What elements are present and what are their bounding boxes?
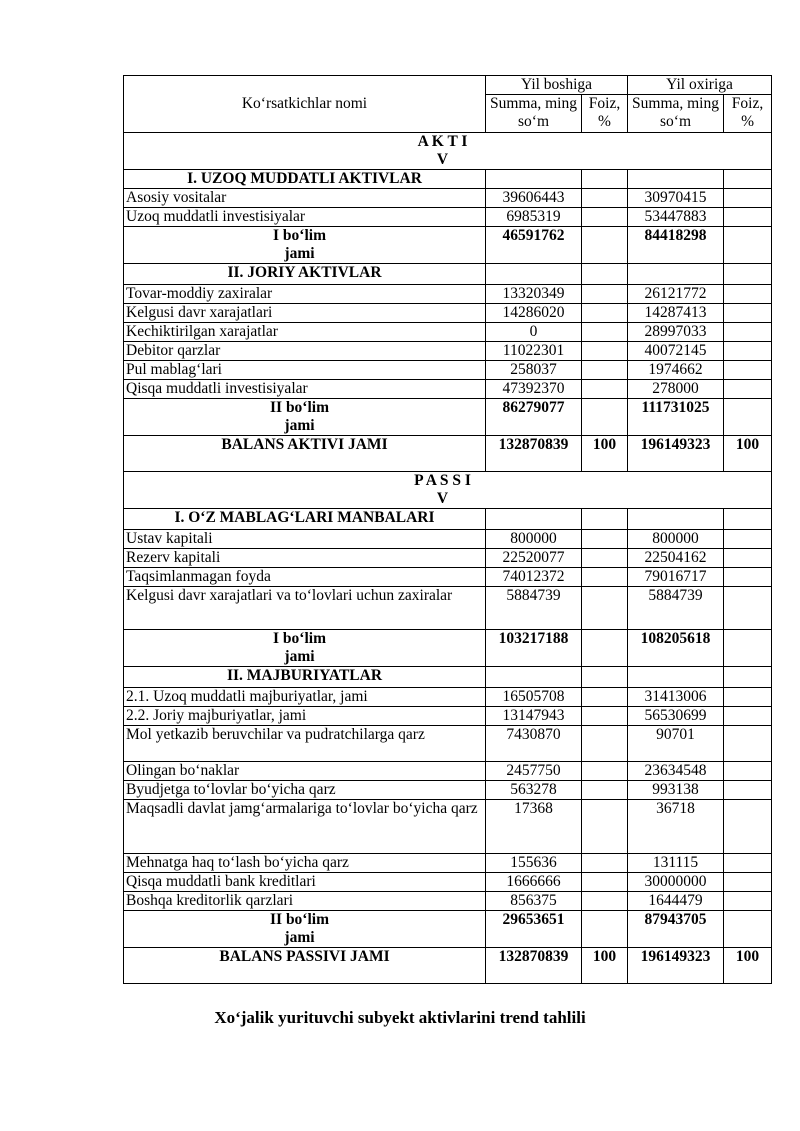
section-row [124,667,772,688]
sum-start-cell: 155636 [486,854,582,873]
item-row [124,189,772,208]
total-label: BALANS PASSIVI JAMI [124,948,486,984]
empty-cell [628,509,724,530]
pct-start-cell [582,323,628,342]
empty-cell [724,509,772,530]
sum-start-cell: 39606443 [486,189,582,208]
item-label: Taqsimlanmagan foyda [124,568,486,587]
item-label: Maqsadli davlat jamg‘armalariga to‘lovlar bo‘yicha qarz [124,800,486,854]
total-row [124,436,772,472]
empty-cell [486,264,582,285]
item-row [124,361,772,380]
item-label: Ustav kapitali [124,530,486,549]
header-pct-start: Foiz, % [582,95,628,133]
total-label: I bo‘lim jami [124,227,486,264]
sum-start-cell: 29653651 [486,911,582,948]
sum-start-cell: 563278 [486,781,582,800]
empty-cell [486,170,582,189]
empty-cell [582,264,628,285]
pct-end-cell [724,854,772,873]
pct-start-cell [582,549,628,568]
pct-start-cell [582,781,628,800]
sum-start-cell: 17368 [486,800,582,854]
item-label: Kechiktirilgan xarajatlar [124,323,486,342]
item-row [124,873,772,892]
pct-start-cell [582,208,628,227]
sum-end-cell: 14287413 [628,304,724,323]
item-row [124,800,772,854]
pct-start-cell: 100 [582,948,628,984]
item-row [124,380,772,399]
pct-end-cell [724,800,772,854]
pct-end-cell [724,342,772,361]
sum-start-cell: 22520077 [486,549,582,568]
sum-end-cell: 26121772 [628,285,724,304]
pct-end-cell [724,911,772,948]
total-label: I bo‘lim jami [124,630,486,667]
item-row [124,892,772,911]
sum-end-cell: 36718 [628,800,724,854]
pct-start-cell [582,189,628,208]
empty-cell [724,170,772,189]
pct-start-cell [582,762,628,781]
sum-end-cell: 84418298 [628,227,724,264]
pct-start-cell [582,707,628,726]
pct-start-cell [582,304,628,323]
sum-start-cell: 800000 [486,530,582,549]
sum-end-cell: 278000 [628,380,724,399]
empty-cell [628,170,724,189]
empty-cell [628,264,724,285]
section-title: A K T I V [124,133,772,170]
sum-start-cell: 74012372 [486,568,582,587]
sum-end-cell: 22504162 [628,549,724,568]
sum-start-cell: 6985319 [486,208,582,227]
empty-cell [582,667,628,688]
sum-end-cell: 90701 [628,726,724,762]
sum-start-cell: 5884739 [486,587,582,630]
sum-end-cell: 28997033 [628,323,724,342]
header-indicator-name: Ko‘rsatkichlar nomi [124,76,486,133]
pct-end-cell [724,568,772,587]
sum-end-cell: 40072145 [628,342,724,361]
item-row [124,549,772,568]
section-title: P A S S I V [124,472,772,509]
sum-end-cell: 23634548 [628,762,724,781]
pct-start-cell [582,726,628,762]
sum-start-cell: 2457750 [486,762,582,781]
section-heading: II. JORIY AKTIVLAR [124,264,486,285]
pct-end-cell [724,323,772,342]
sum-end-cell: 800000 [628,530,724,549]
pct-end-cell: 100 [724,948,772,984]
empty-cell [724,264,772,285]
pct-end-cell [724,530,772,549]
empty-cell [486,667,582,688]
pct-start-cell [582,630,628,667]
pct-start-cell [582,911,628,948]
sum-start-cell: 14286020 [486,304,582,323]
sum-start-cell: 16505708 [486,688,582,707]
pct-end-cell [724,227,772,264]
pct-end-cell [724,762,772,781]
sum-start-cell: 46591762 [486,227,582,264]
pct-start-cell [582,587,628,630]
sum-start-cell: 132870839 [486,948,582,984]
item-row [124,342,772,361]
section-row [124,170,772,189]
sum-start-cell: 13147943 [486,707,582,726]
total-row [124,227,772,264]
balance-table [123,75,772,984]
title-row [124,472,772,509]
item-label: Rezerv kapitali [124,549,486,568]
item-row [124,707,772,726]
sum-end-cell: 196149323 [628,436,724,472]
item-row [124,530,772,549]
empty-cell [628,667,724,688]
pct-start-cell [582,380,628,399]
sum-end-cell: 30000000 [628,873,724,892]
pct-end-cell: 100 [724,436,772,472]
sum-start-cell: 11022301 [486,342,582,361]
sum-start-cell: 7430870 [486,726,582,762]
pct-start-cell [582,530,628,549]
sum-end-cell: 31413006 [628,688,724,707]
pct-start-cell [582,361,628,380]
sum-start-cell: 47392370 [486,380,582,399]
pct-start-cell [582,892,628,911]
pct-end-cell [724,361,772,380]
header-sum-start: Summa, ming so‘m [486,95,582,133]
item-row [124,587,772,630]
pct-start-cell [582,285,628,304]
sum-end-cell: 5884739 [628,587,724,630]
sum-end-cell: 108205618 [628,630,724,667]
item-row [124,726,772,762]
item-label: 2.2. Joriy majburiyatlar, jami [124,707,486,726]
header-period-end: Yil oxiriga [628,76,772,95]
item-row [124,781,772,800]
title-row [124,133,772,170]
sum-start-cell: 856375 [486,892,582,911]
sum-end-cell: 993138 [628,781,724,800]
item-label: Tovar-moddiy zaxiralar [124,285,486,304]
sum-start-cell: 103217188 [486,630,582,667]
item-row [124,304,772,323]
item-label: Byudjetga to‘lovlar bo‘yicha qarz [124,781,486,800]
sum-end-cell: 1644479 [628,892,724,911]
item-label: Qisqa muddatli investisiyalar [124,380,486,399]
sum-start-cell: 86279077 [486,399,582,436]
pct-end-cell [724,380,772,399]
sum-end-cell: 30970415 [628,189,724,208]
sum-end-cell: 87943705 [628,911,724,948]
total-label: BALANS AKTIVI JAMI [124,436,486,472]
sum-start-cell: 132870839 [486,436,582,472]
empty-cell [582,170,628,189]
pct-start-cell [582,227,628,264]
item-label: 2.1. Uzoq muddatli majburiyatlar, jami [124,688,486,707]
sum-end-cell: 1974662 [628,361,724,380]
item-row [124,285,772,304]
sum-start-cell: 13320349 [486,285,582,304]
item-label: Asosiy vositalar [124,189,486,208]
pct-end-cell [724,726,772,762]
total-label: II bo‘lim jami [124,399,486,436]
item-row [124,323,772,342]
pct-start-cell [582,873,628,892]
section-heading: I. UZOQ MUDDATLI AKTIVLAR [124,170,486,189]
pct-start-cell [582,688,628,707]
header-pct-end: Foiz, % [724,95,772,133]
pct-end-cell [724,892,772,911]
sum-end-cell: 79016717 [628,568,724,587]
pct-end-cell [724,781,772,800]
item-label: Kelgusi davr xarajatlari [124,304,486,323]
item-label: Pul mablag‘lari [124,361,486,380]
item-row [124,568,772,587]
sum-end-cell: 196149323 [628,948,724,984]
sum-start-cell: 258037 [486,361,582,380]
pct-end-cell [724,399,772,436]
total-row [124,911,772,948]
item-label: Boshqa kreditorlik qarzlari [124,892,486,911]
sum-end-cell: 131115 [628,854,724,873]
header-period-start: Yil boshiga [486,76,628,95]
item-label: Uzoq muddatli investisiyalar [124,208,486,227]
pct-start-cell [582,854,628,873]
sum-start-cell: 1666666 [486,873,582,892]
pct-end-cell [724,707,772,726]
sum-end-cell: 111731025 [628,399,724,436]
pct-end-cell [724,688,772,707]
item-row [124,208,772,227]
item-label: Mol yetkazib beruvchilar va pudratchilarga qarz [124,726,486,762]
header-sum-end: Summa, ming so‘m [628,95,724,133]
pct-end-cell [724,304,772,323]
total-label: II bo‘lim jami [124,911,486,948]
item-row [124,762,772,781]
item-row [124,688,772,707]
section-row [124,509,772,530]
item-row [124,854,772,873]
pct-end-cell [724,208,772,227]
pct-start-cell [582,342,628,361]
item-label: Debitor qarzlar [124,342,486,361]
total-row [124,399,772,436]
pct-start-cell [582,568,628,587]
section-heading: I. O‘Z MABLAG‘LARI MANBALARI [124,509,486,530]
item-label: Kelgusi davr xarajatlari va to‘lovlari uchun zaxiralar [124,587,486,630]
pct-end-cell [724,189,772,208]
empty-cell [486,509,582,530]
item-label: Qisqa muddatli bank kreditlari [124,873,486,892]
pct-start-cell [582,399,628,436]
sum-end-cell: 53447883 [628,208,724,227]
pct-end-cell [724,587,772,630]
empty-cell [724,667,772,688]
pct-start-cell: 100 [582,436,628,472]
pct-end-cell [724,873,772,892]
pct-end-cell [724,285,772,304]
pct-end-cell [724,630,772,667]
empty-cell [582,509,628,530]
item-label: Olingan bo‘naklar [124,762,486,781]
sum-start-cell: 0 [486,323,582,342]
total-row [124,948,772,984]
pct-start-cell [582,800,628,854]
pct-end-cell [724,549,772,568]
section-row [124,264,772,285]
page-caption: Xo‘jalik yurituvchi subyekt aktivlarini trend tahlili [214,1008,586,1027]
sum-end-cell: 56530699 [628,707,724,726]
total-row [124,630,772,667]
item-label: Mehnatga haq to‘lash bo‘yicha qarz [124,854,486,873]
section-heading: II. MAJBURIYATLAR [124,667,486,688]
